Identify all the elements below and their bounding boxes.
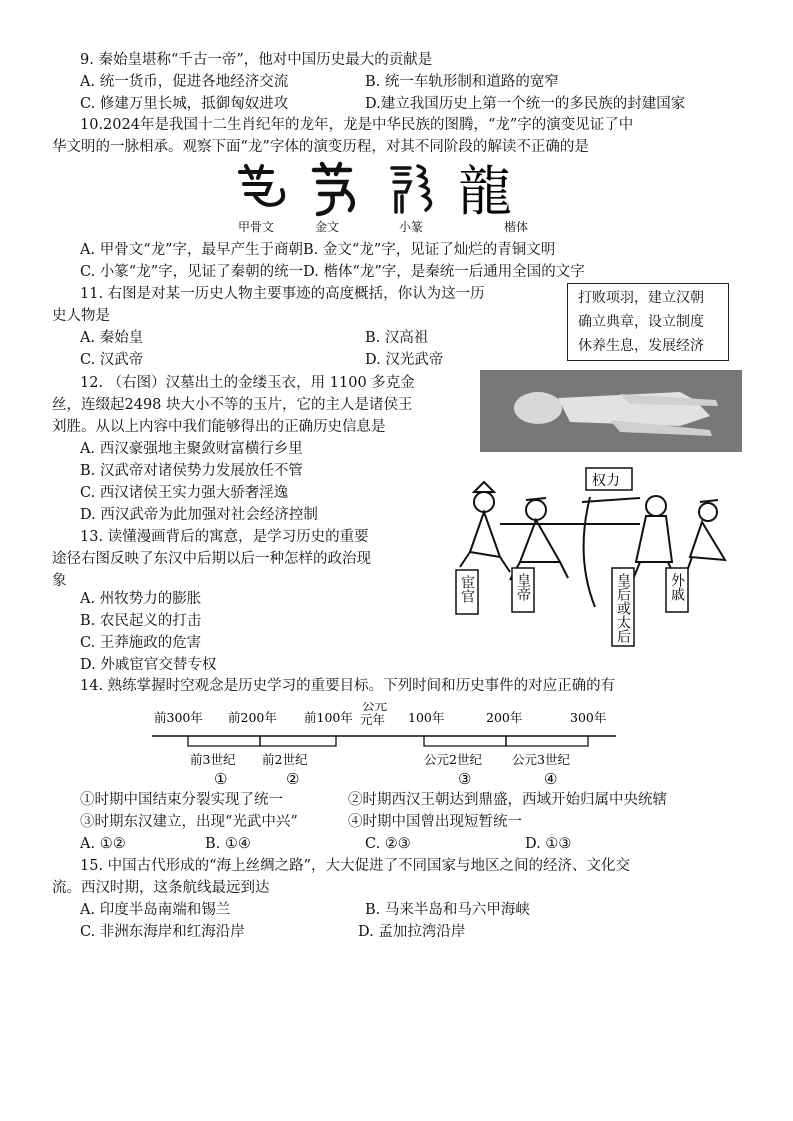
q9-option-a: A. 统一货币，促进各地经济交流 [80, 74, 289, 90]
tick-label-gongyuan: 公元 [362, 702, 388, 713]
q12-option-d: D. 西汉武帝为此加强对社会经济控制 [80, 507, 318, 523]
oracle-bone-dragon-glyph [240, 166, 283, 205]
q9-option-d: D.建立我国历史上第一个统一的多民族的封建国家 [365, 96, 686, 112]
q11-figure-box [567, 283, 729, 361]
q14-option-b: B. ①④ [205, 836, 251, 852]
q9-stem: 9. 秦始皇堪称“千古一帝”，他对中国历史最大的贡献是 [80, 52, 433, 68]
label-consort-clan: 外戚 [669, 573, 685, 601]
q14-statement-1: ①时期中国结束分裂实现了统一 [80, 792, 283, 808]
q14-option-c: C. ②③ [365, 836, 411, 852]
mark-3: ③ [458, 770, 472, 788]
q15-option-b: B. 马来半岛和马六甲海峡 [365, 902, 530, 918]
tick-label-bc300: 前300年 [154, 710, 203, 725]
bracket-label-4: 公元3世纪 [512, 752, 570, 767]
q15-option-c: C. 非洲东海岸和红海沿岸 [80, 924, 245, 940]
q11-box-line2: 确立典章，设立制度 [578, 314, 704, 330]
dragon-glyphs-image [232, 160, 562, 220]
q13-stem-line1: 13. 读懂漫画背后的寓意，是学习历史的重要 [80, 529, 369, 545]
q12-option-b: B. 汉武帝对诸侯势力发展放任不管 [80, 463, 303, 479]
small-seal-dragon-glyph [392, 166, 431, 212]
tick-label-ad300: 300年 [570, 710, 607, 725]
power-sign-label: 权力 [592, 473, 620, 489]
jade-burial-suit-photo [480, 370, 742, 452]
q12-stem-line2: 丝，连缀起2498 块大小不等的玉片，它的主人是诸侯王 [52, 397, 413, 413]
tick-label-ad100: 100年 [408, 710, 445, 725]
q15-option-d: D. 孟加拉湾沿岸 [358, 924, 466, 940]
q13-stem-line3: 象 [52, 573, 67, 589]
q14-statement-2: ②时期西汉王朝达到鼎盛，西域开始归属中央统辖 [348, 792, 667, 808]
q14-stem: 14. 熟练掌握时空观念是历史学习的重要目标。下列时间和历史事件的对应正确的有 [80, 678, 616, 694]
q11-stem-line2: 史人物是 [52, 308, 110, 324]
q12-stem-line3: 刘胜。从以上内容中我们能够得出的正确历史信息是 [52, 419, 386, 435]
bronze-dragon-glyph [314, 164, 353, 214]
q13-stem-line2: 途径右图反映了东汉中后期以后一种怎样的政治现 [52, 551, 371, 567]
q10-options-cd: C. 小篆“龙”字，见证了秦朝的统一D. 楷体“龙”字，是秦统一后通用全国的文字 [80, 264, 585, 280]
dragon-character-evolution [232, 160, 562, 220]
q11-option-b: B. 汉高祖 [365, 330, 429, 346]
label-emperor: 皇帝 [515, 573, 531, 601]
q13-option-b: B. 农民起义的打击 [80, 613, 202, 629]
q11-stem-line1: 11. 右图是对某一历史人物主要事迹的高度概括，你认为这一历 [80, 286, 485, 302]
q11-option-a: A. 秦始皇 [80, 330, 144, 346]
mark-2: ② [286, 770, 300, 788]
q14-option-a: A. ①② [80, 836, 126, 852]
q10-stem-line1: 10.2024年是我国十二生肖纪年的龙年，龙是中华民族的图腾，“龙”字的演变见证了中 [80, 117, 634, 133]
label-empress-dowager: 皇后或太后 [615, 573, 631, 643]
q15-stem-line2: 流。西汉时期，这条航线最远到达 [52, 880, 270, 896]
q13-option-c: C. 王莽施政的危害 [80, 635, 202, 651]
label-small-seal: 小篆 [399, 220, 424, 234]
q9-option-b: B. 统一车轨形制和道路的宽窄 [365, 74, 559, 90]
tick-label-ad200: 200年 [486, 710, 523, 725]
q14-option-d: D. ①③ [525, 836, 572, 852]
label-eunuch: 宦官 [459, 575, 475, 603]
q14-statement-3: ③时期东汉建立，出现“光武中兴” [80, 814, 298, 830]
q14-timeline [150, 702, 620, 792]
kaishu-dragon-glyph: 龍 [458, 160, 512, 220]
q13-option-d: D. 外戚宦官交替专权 [80, 657, 217, 673]
q14-statement-4: ④时期中国曾出现短暂统一 [348, 814, 522, 830]
q15-option-a: A. 印度半岛南端和锡兰 [80, 902, 231, 918]
q10-stem-line2: 华文明的一脉相承。观察下面“龙”字体的演变历程，对其不同阶段的解读不正确的是 [52, 139, 589, 155]
timeline-brackets [188, 736, 588, 746]
q12-option-a: A. 西汉豪强地主聚敛财富横行乡里 [80, 441, 303, 457]
q13-option-a: A. 州牧势力的膨胀 [80, 591, 202, 607]
bracket-label-3: 公元2世纪 [424, 752, 482, 767]
mark-4: ④ [544, 770, 558, 788]
tick-label-yuannian: 元年 [360, 712, 386, 727]
q12-stem-line1: 12. （右图）汉墓出土的金缕玉衣，用 1100 多克金 [80, 375, 415, 391]
bracket-label-1: 前3世纪 [190, 752, 236, 767]
q10-options-ab: A. 甲骨文“龙”字，最早产生于商朝B. 金文“龙”字，见证了灿烂的青铜文明 [80, 242, 556, 258]
power-struggle-cartoon [440, 462, 735, 652]
label-bronze: 金文 [315, 220, 340, 234]
label-kaishu: 楷体 [504, 220, 529, 234]
q12-option-c: C. 西汉诸侯王实力强大骄奢淫逸 [80, 485, 289, 501]
q11-box-line3: 休养生息，发展经济 [578, 338, 704, 354]
q11-option-d: D. 汉光武帝 [365, 352, 444, 368]
q9-option-c: C. 修建万里长城，抵御匈奴进攻 [80, 96, 289, 112]
label-oracle-bone: 甲骨文 [238, 220, 275, 234]
q11-box-line1: 打败项羽，建立汉朝 [578, 290, 704, 306]
q11-option-c: C. 汉武帝 [80, 352, 144, 368]
q15-stem-line1: 15. 中国古代形成的“海上丝绸之路”，大大促进了不同国家与地区之间的经济、文化交 [80, 858, 630, 874]
bracket-label-2: 前2世纪 [262, 752, 308, 767]
tick-label-bc200: 前200年 [228, 710, 277, 725]
tick-label-bc100: 前100年 [304, 710, 353, 725]
mark-1: ① [214, 770, 228, 788]
